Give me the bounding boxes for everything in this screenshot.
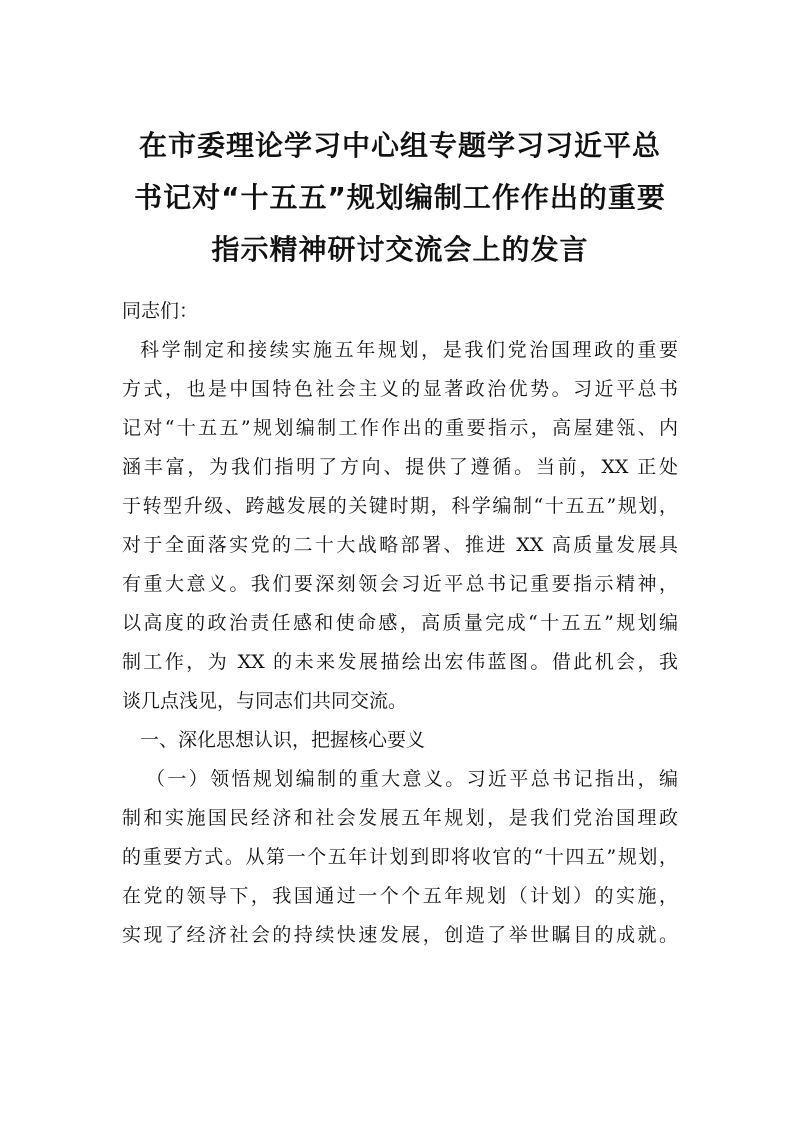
paragraph-1-line: 方式，也是中国特色社会主义的显著政治优势。习近平总书: [122, 378, 678, 400]
paragraph-1-line: 涵丰富，为我们指明了方向、提供了遵循。当前，XX 正处: [122, 456, 678, 478]
title-line-2: 书记对“十五五”规划编制工作作出的重要: [134, 181, 666, 214]
title-line-1: 在市委理论学习中心组专题学习习近平总: [138, 129, 661, 162]
paragraph-1-line: 记对“十五五”规划编制工作作出的重要指示，高屋建瓴、内: [122, 417, 678, 439]
paragraph-1-line: 制工作，为 XX 的未来发展描绘出宏伟蓝图。借此机会，我: [122, 651, 678, 673]
section-1-heading: 一、深化思想认识，把握核心要义: [140, 729, 426, 751]
salutation: 同志们：: [122, 300, 199, 322]
paragraph-2: [122, 760, 678, 955]
paragraph-2-line: 制和实施国民经济和社会发展五年规划，是我们党治国理政: [122, 807, 678, 829]
paragraph-1-line: 有重大意义。我们要深刻领会习近平总书记重要指示精神，: [122, 573, 678, 595]
paragraph-1-line: 对于全面落实党的二十大战略部署、推进 XX 高质量发展具: [122, 534, 678, 556]
paragraph-1: [122, 331, 678, 721]
paragraph-2-line: （一）领悟规划编制的重大意义。习近平总书记指出，编: [146, 768, 678, 790]
title-line-3: 指示精神研讨交流会上的发言: [211, 233, 589, 266]
paragraph-2-line: 的重要方式。从第一个五年计划到即将收官的“十四五”规划，: [122, 846, 678, 868]
paragraph-1-line: 以高度的政治责任感和使命感，高质量完成“十五五”规划编: [122, 612, 678, 634]
paragraph-2-line: 实现了经济社会的持续快速发展，创造了举世瞩目的成就。: [122, 924, 678, 946]
paragraph-1-line: 于转型升级、跨越发展的关键时期，科学编制“十五五”规划，: [122, 495, 678, 517]
document-title: [100, 120, 700, 276]
paragraph-2-line: 在党的领导下，我国通过一个个五年规划（计划）的实施，: [122, 885, 678, 907]
document-body: [122, 292, 678, 955]
paragraph-1-line: 科学制定和接续实施五年规划，是我们党治国理政的重要: [140, 339, 678, 361]
paragraph-1-line: 谈几点浅见，与同志们共同交流。: [122, 690, 408, 712]
